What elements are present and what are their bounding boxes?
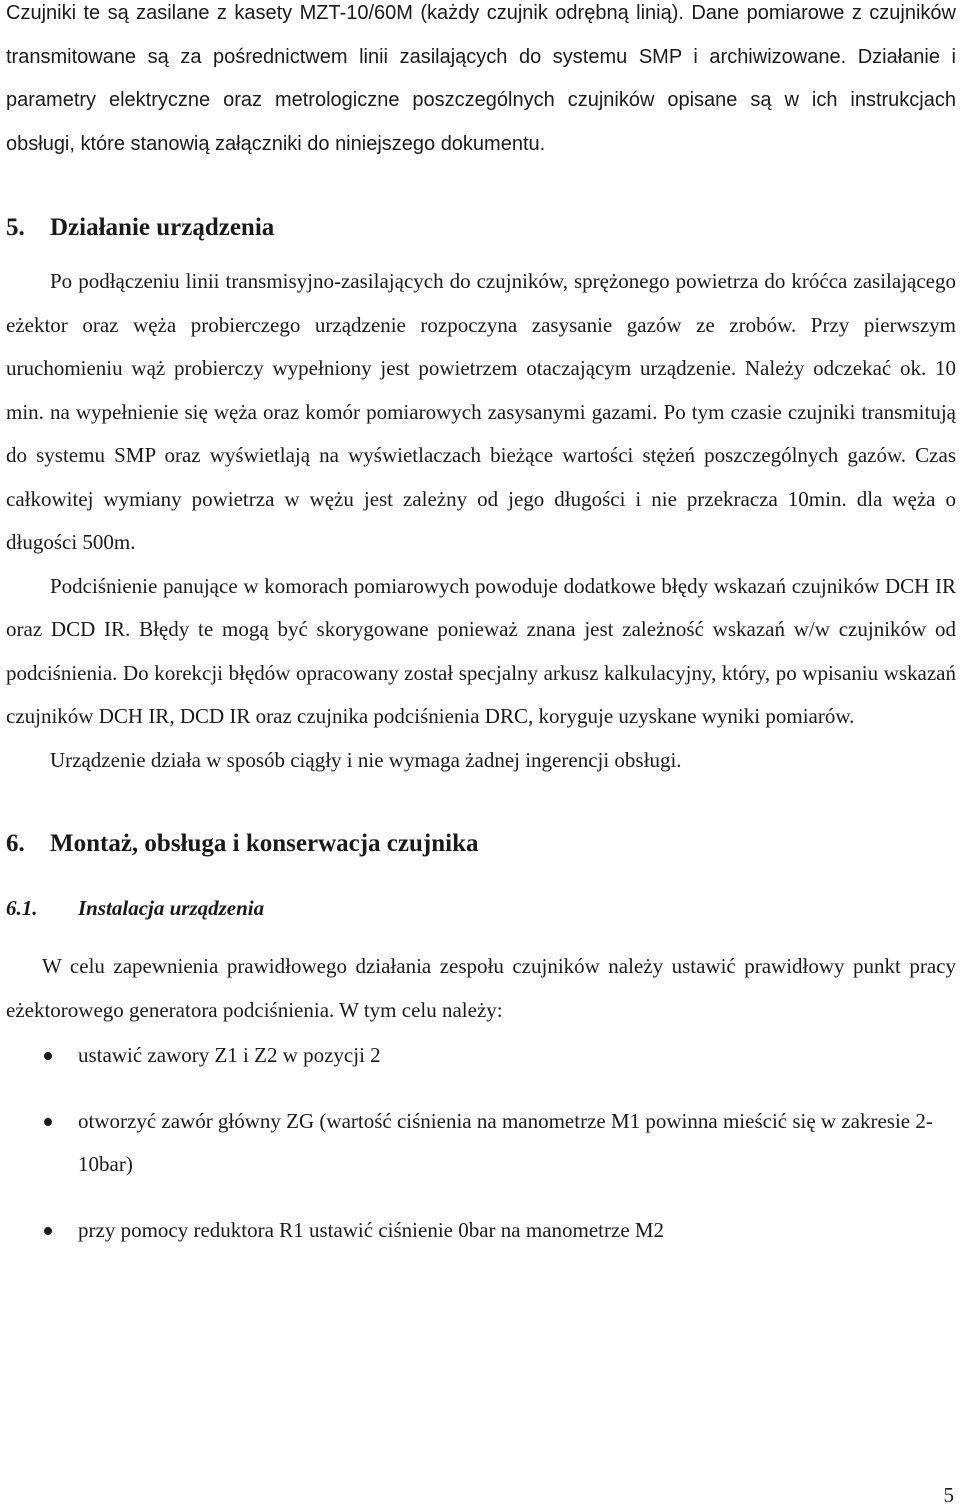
section-6-title: Montaż, obsługa i konserwacja czujnika (50, 830, 479, 857)
section-6-1-heading (6, 896, 956, 921)
section-5-title: Działanie urządzenia (50, 214, 275, 241)
bullet-icon (44, 1052, 52, 1060)
bullet-icon (44, 1227, 52, 1235)
list-item (6, 1100, 956, 1187)
list-item (6, 1034, 956, 1078)
section-5-paragraph-3: Urządzenie działa w sposób ciągły i nie wymaga żadnej ingerencji obsługi. (50, 747, 682, 772)
page-number: 5 (943, 1483, 954, 1507)
list-item-text: ustawić zawory Z1 i Z2 w pozycji 2 (78, 1043, 381, 1067)
bullet-icon (44, 1118, 52, 1126)
section-6-heading (6, 830, 956, 858)
section-6-1-number: 6.1. (6, 896, 38, 920)
installation-steps-list (6, 1034, 956, 1252)
intro-paragraph: Czujniki te są zasilane z kasety MZT-10/60M (każdy czujnik odrębną linią). Dane pomiarowe z czujników transmitowane są za pośrednictwem linii zasilających do systemu SMP i archiwizowane. Działanie i parametry elektryczne oraz metrologiczne poszczególnych czujników opisane są w ich instrukcjach obsługi, które stanowią załączniki do niniejszego dokumentu. (6, 2, 956, 155)
section-6-1-paragraph: W celu zapewnienia prawidłowego działania zespołu czujników należy ustawić prawidłowy punkt pracy eżektorowego generatora podciśnienia. W tym celu należy: (6, 954, 956, 1022)
section-5-number: 5. (6, 214, 25, 241)
section-5-paragraph-1: Po podłączeniu linii transmisyjno-zasilających do czujników, sprężonego powietrza do króćca zasilającego eżektor oraz węża probierczego urządzenie rozpoczyna zasysanie gazów ze zrobów. Przy pierwszym uruchomieniu wąż probierczy wypełniony jest powietrzem otaczającym urządzenie. Należy odczekać ok. 10 min. na wypełnienie się węża oraz komór pomiarowych zasysanymi gazami. Po tym czasie czujniki transmitują do systemu SMP oraz wyświetlają na wyświetlaczach bieżące wartości stężeń poszczególnych gazów. Czas całkowitej wymiany powietrza w wężu jest zależny od jego długości i nie przekracza 10min. dla węża o długości 500m. (6, 269, 956, 554)
section-5-heading (6, 214, 956, 242)
section-6-number: 6. (6, 830, 25, 857)
section-5-paragraph-2: Podciśnienie panujące w komorach pomiarowych powoduje dodatkowe błędy wskazań czujników DCH IR oraz DCD IR. Błędy te mogą być skorygowane ponieważ znana jest zależność wskazań w/w czujników od podciśnienia. Do korekcji błędów opracowany został specjalny arkusz kalkulacyjny, który, po wpisaniu wskazań czujników DCH IR, DCD IR oraz czujnika podciśnienia DRC, koryguje uzyskane wyniki pomiarów. (6, 573, 956, 728)
list-item-text: przy pomocy reduktora R1 ustawić ciśnienie 0bar na manometrze M2 (78, 1217, 665, 1242)
list-item (6, 1209, 956, 1253)
list-item-text: otworzyć zawór główny ZG (wartość ciśnienia na manometrze M1 powinna mieścić się w zakresie 2-10bar) (78, 1108, 933, 1176)
section-6-1-title: Instalacja urządzenia (78, 896, 265, 920)
